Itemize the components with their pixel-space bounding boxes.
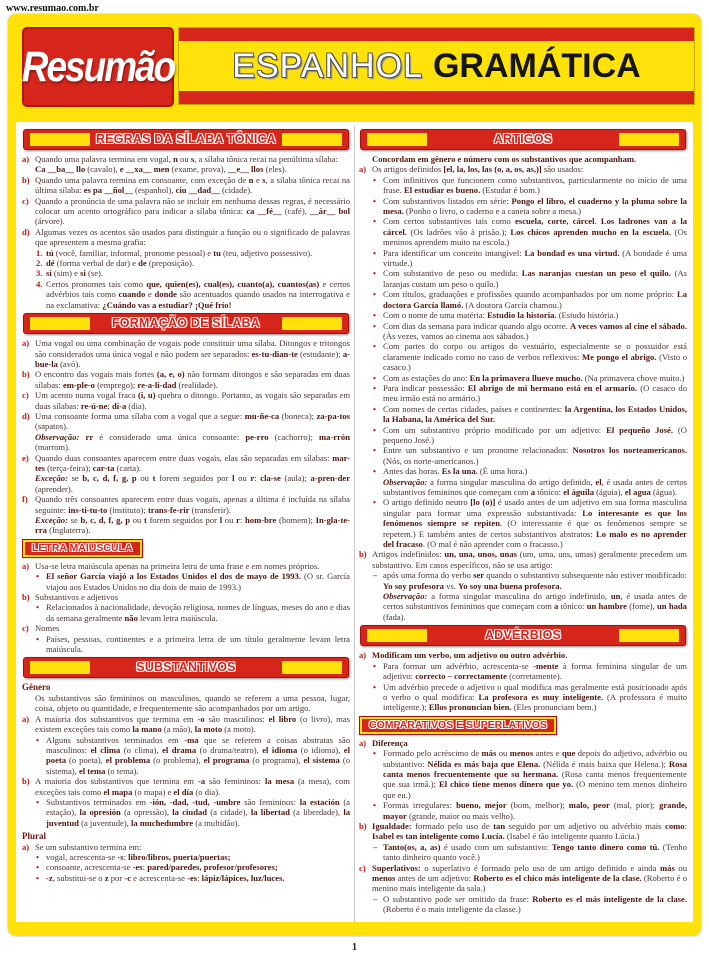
- list-marker: c): [22, 390, 29, 401]
- section-header: [360, 129, 686, 150]
- paragraph: Observação: a forma singular masculina do artigo definido, el, é usada antes de certos substantivos femininos que começam com a tônico: el águila (águia), el agua (água).: [383, 476, 687, 497]
- list-marker: a): [359, 737, 367, 748]
- paragraph: • Entre um substantivo e um pronome relacionados: Nosotros los norteamericanos. (Nós, os norte-americanos.): [373, 445, 687, 466]
- list-marker: a): [22, 713, 30, 724]
- paragraph: c) Nomes: [22, 623, 60, 634]
- list-marker: a): [22, 560, 30, 571]
- subheading: Gênero: [22, 682, 51, 693]
- list-marker: •: [373, 268, 377, 279]
- list-marker: •: [373, 174, 377, 185]
- paragraph: Observação: a forma singular masculina do artigo indefinido, un, é usada antes de certos substantivos femininos que começam com a tônico: un hambre (fome), un hada (fada).: [383, 591, 687, 622]
- paragraph: • Para identificar um conceito intangível: La bondad es una virtud. (A bondade é uma virtude.): [373, 247, 687, 269]
- paragraph: • Relacionados à nacionalidade, devoção religiosa, nomes de línguas, meses do ano e dias da semana geralmente não levam letra maiúscula.: [36, 602, 350, 623]
- list-marker: d): [22, 226, 30, 237]
- list-marker: •: [373, 660, 377, 671]
- section-title: ARTIGOS: [493, 132, 553, 146]
- list-marker: •: [373, 403, 377, 414]
- paragraph: Concordam em gênero e número com os substantivos que acompanham.: [372, 154, 637, 164]
- list-marker: a): [359, 650, 367, 661]
- list-marker: b): [22, 369, 30, 380]
- list-marker: •: [373, 748, 377, 759]
- paragraph: • O artigo definido neutro [lo (o)] é usado antes de um adjetivo em sua forma masculina singular para formar uma expressão substantivada: Lo interesante es que los fenómenos siempre se repiten. (O interessante é que os fenômenos sempre se repetem.) E também antes de certos substantivos abstratos: Lo malo es no aprender del fracaso. (O mal é não aprender com o fracasso.): [373, 497, 688, 550]
- list-marker: –: [373, 893, 378, 904]
- paragraph: d) Algumas vezes os acentos são usados para distinguir a função ou o significado de palavras que apresentem a mesma grafia:: [22, 226, 350, 248]
- section-title: REGRAS DA SÍLABA TÔNICA: [95, 132, 277, 146]
- paragraph: • Países, pessoas, continentes e a primeira letra de um título geralmente levam letra maiúscula.: [36, 633, 350, 655]
- right-column: [359, 126, 687, 922]
- paragraph: • Um advérbio precede o adjetivo o qual modifica mas geralmente está posicionado após o verbo o qual modifica: La profesora es muy inteligente. (A professora é muito inteligente.); Ellos pronuncian bien. (Eles pronunciam bem.): [373, 681, 687, 713]
- paragraph: • Substantivos terminados em -ión, -dad, -tud, -umbre são femininos: la estación (a estação), la opresión (a opressão), la ciudad (a cidade), la libertad (a liberdade), la juventud (a juventude), la muchedumbre (a multidão).: [36, 796, 351, 828]
- paragraph: b) A maioria dos substantivos que termina em -a são femininos: la mesa (a mesa), com exceções tais como el mapa (o mapa) e el día (o dia).: [22, 776, 350, 797]
- subsection-badge: COMPARATIVOS E SUPERLATIVOS: [360, 717, 556, 734]
- paragraph: b) O encontro das vogais mais fortes (a, e, o) não formam ditongos e são separadas em duas sílabas: em-ple-o (emprego); re-a-li-dad (realidade).: [22, 369, 351, 390]
- paragraph: • Com um substantivo próprio modificado por um adjetivo: El pequeño José. (O pequeno José.): [373, 424, 687, 445]
- paragraph: c) Quando a pronúncia de uma palavra não se incluir em nenhuma dessas regras, é necessário colocar um acento ortográfico para indicar a sílaba tônica: ca __fé__ (café), __ár__ bol (árvore).: [22, 195, 350, 227]
- paragraph: Os substantivos são femininos ou masculinos, quando se referem a uma pessoa, lugar, coisa, objeto ou quantidade, e frequentemente são acompanhados por um artigo.: [35, 692, 350, 714]
- paragraph: – após uma forma do verbo ser quando o substantivo subsequente não estiver modificado: Yo soy profesora vs. Yo soy una buena profesora.: [373, 570, 687, 591]
- list-marker: •: [373, 382, 377, 393]
- list-marker: c): [22, 623, 29, 634]
- list-marker: •: [36, 602, 40, 613]
- paragraph: • Alguns substantivos terminados em -ma que se referem a coisas abstratas são masculinos: el clima (o clima), el drama (o drama/teatro), el idioma (o idioma), el poeta (o poeta), el problema (o problema), el programa (o programa), el sistema (o sistema), el tema (o tema).: [36, 734, 351, 776]
- website-url: www.resumao.com.br: [6, 3, 99, 14]
- list-marker: •: [36, 734, 40, 745]
- title-band: [179, 41, 694, 91]
- paragraph: • Formas irregulares: bueno, mejor (bom, melhor); malo, peor (mal, pior); grande, mayor (grande, maior ou mais velho).: [373, 800, 687, 821]
- paragraph: a) Os artigos definidos [el, la, los, las (o, a, os, as,)] são usados:: [359, 164, 584, 175]
- section-header: [23, 129, 349, 150]
- subject-title-panel: [178, 27, 695, 105]
- list-marker: •: [373, 497, 377, 508]
- list-marker: •: [373, 247, 377, 258]
- list-marker: •: [373, 681, 377, 692]
- paragraph: • Com substantivos listados em série: Pongo el libro, el cuaderno y la pluma sobre la mesa. (Ponho o livro, o caderno e a caneta sobre a mesa.): [373, 195, 687, 217]
- list-marker: c): [22, 195, 29, 206]
- paragraph: 1. tú (você, familiar, informal, pronome pessoal) e tu (teu, adjetivo possessivo).: [36, 247, 313, 258]
- paragraph: a) Se um substantivo termina em:: [22, 841, 142, 852]
- title-banner: [8, 14, 701, 120]
- paragraph: Observação: rr é considerado uma única consoante: pe-rro (cachorro); ma-rrón (marrom).: [35, 431, 351, 453]
- paragraph: Exceção: se b, c, d, f, g, p ou t forem seguidos por l ou r: hom-bre (homem); In-gla-te-rra (Inglaterra).: [35, 515, 351, 536]
- section-title: ADVÉRBIOS: [484, 628, 562, 643]
- section-header: [23, 657, 349, 678]
- paragraph: • consoante, acrescenta-se -es: pared/paredes, profesor/profesores;: [36, 862, 278, 873]
- red-stripe-top: [179, 28, 694, 41]
- list-marker: a): [22, 841, 30, 852]
- paragraph: a) Uma vogal ou uma combinação de vogais pode constituir uma sílaba. Ditongos e tritongos são considerados uma única vogal e não podem ser separados: es-tu-dian-te (estudante); a-bue-la (avó).: [22, 338, 350, 369]
- column-divider: [354, 126, 355, 922]
- header-accent-right: [619, 133, 679, 146]
- paragraph: • Com substantivo de peso ou medida: Las naranjas cuestan un peso el quilo. (As laranjas custam um peso o quilo.): [373, 268, 687, 289]
- section-header: [23, 313, 349, 334]
- list-marker: •: [373, 320, 377, 331]
- resumao-logo: [22, 27, 174, 107]
- list-marker: •: [373, 372, 377, 383]
- list-marker: •: [373, 195, 377, 206]
- list-marker: •: [373, 289, 377, 300]
- list-marker: 2.: [36, 258, 43, 269]
- list-marker: –: [373, 841, 378, 852]
- list-marker: f): [22, 494, 28, 505]
- list-marker: a): [22, 338, 30, 349]
- list-marker: •: [373, 424, 377, 435]
- list-marker: •: [36, 862, 40, 873]
- header-accent-right: [619, 629, 679, 642]
- list-marker: b): [359, 549, 367, 560]
- red-stripe-bottom: [179, 91, 694, 104]
- paragraph: b) Igualdade: formado pelo uso de tan seguido por um adjetivo ou advérbio mais como: Isabel es tan inteligente como Lucía. (Isabel é tão inteligente quanto Lúcia.): [359, 820, 687, 842]
- paragraph: Exceção: se b, c, d, f, g, p ou t forem seguidos por l ou r: cla-se (aula); a-pren-der (aprender).: [35, 473, 351, 494]
- section-title: FORMAÇÃO DE SÍLABA: [111, 316, 261, 331]
- paragraph: • Com certos substantivos tais como escuela, corte, cárcel. Los ladrones van a la cárcel. (Os ladrões vão à prisão.); Los chicos aprenden mucho en la escuela. (Os meninos aprendem muito na escola.): [373, 216, 687, 248]
- list-marker: –: [373, 570, 378, 581]
- list-marker: 3.: [36, 268, 43, 279]
- list-marker: b): [22, 776, 30, 787]
- subject-name: ESPANHOL: [232, 46, 423, 85]
- paragraph: • Com nomes de certas cidades, países e continentes: la Argentina, los Estados Unidos, la Habana, la América del Sur.: [373, 403, 687, 425]
- list-marker: •: [36, 851, 40, 862]
- paragraph: • Com infinitivos que funcionem como substantivos, particularmente no início de uma frase. El estudiar es bueno. (Estudar é bom.): [373, 174, 687, 196]
- paragraph: c) Superlativos: o superlativo é formado pelo uso de um artigo definido e ainda más ou menos antes de um adjetivo: Roberto es el chico más inteligente de la clase. (Roberto é o menino mais inteligente da sala.): [359, 862, 688, 894]
- list-marker: •: [36, 872, 40, 883]
- section-title: SUBSTANTIVOS: [136, 660, 236, 675]
- paragraph: • vogal, acrescenta-se -s: libro/libros, puerta/puertas;: [36, 851, 231, 862]
- list-marker: a): [22, 154, 30, 164]
- page-number: 1: [352, 942, 357, 953]
- list-marker: b): [22, 592, 30, 603]
- list-marker: •: [373, 341, 377, 352]
- list-marker: •: [373, 310, 377, 321]
- list-marker: a): [359, 164, 367, 175]
- paragraph: a) Quando uma palavra termina em vogal, n ou s, a sílaba tônica recai na penúltima sílaba:: [22, 154, 338, 164]
- paragraph: b) Substantivos e adjetivos: [22, 592, 119, 603]
- list-marker: •: [373, 466, 377, 477]
- list-marker: b): [22, 174, 30, 185]
- paragraph: • Com as estações do ano: En la primavera llueve mucho. (Na primavera chove muito.): [373, 372, 685, 383]
- paragraph: d) Uma consoante forma uma sílaba com a vogal que a segue: mu-ñe-ca (boneca); za-pa-tos (sapatos).: [22, 410, 350, 432]
- paragraph: a) Modificam um verbo, um adjetivo ou outro advérbio.: [359, 650, 568, 661]
- section-header: [360, 625, 686, 646]
- paragraph: Ca __ba__ llo (cavalo), e __xa__ men (exame, prova), __e__ llos (eles).: [35, 164, 287, 175]
- paragraph: a) Diferença: [359, 737, 408, 748]
- list-marker: •: [36, 633, 40, 644]
- paragraph: • -z, substitui-se o z por -c e acrescenta-se -es: lápiz/lápices, luz/luces.: [36, 872, 285, 883]
- list-marker: c): [359, 862, 366, 873]
- list-marker: 4.: [36, 278, 43, 289]
- header-accent-right: [282, 661, 342, 674]
- list-marker: 1.: [36, 247, 43, 258]
- left-column: [22, 126, 350, 922]
- list-marker: d): [22, 410, 30, 421]
- paragraph: • Com dias da semana para indicar quando algo ocorre. A veces vamos al cine el sábado. (Às vezes, vamos ao cinema aos sábados.): [373, 320, 688, 341]
- paragraph: • Com partes do corpo ou artigos do vestuário, especialmente se o possuidor está claramente indicado como no caso de verbos reflexivos: Me pongo el abrigo. (Visto o casaco.): [373, 341, 688, 373]
- paragraph: • Antes das horas. Es la una. (É uma hora.): [373, 466, 528, 477]
- paragraph: • Para formar um advérbio, acrescenta-se -mente à forma feminina singular de um adjetivo: correcto – correctamente (corretamente).: [373, 660, 687, 682]
- list-marker: •: [36, 796, 40, 807]
- header-accent-right: [282, 133, 342, 146]
- list-marker: b): [359, 820, 367, 831]
- paragraph: • Para indicar possessão: El abrigo de mi hermano está en el armario. (O casaco do meu irmão está no armário.): [373, 382, 687, 404]
- list-marker: •: [373, 800, 377, 811]
- paragraph: 3. sí (sim) e si (se).: [36, 268, 104, 279]
- paragraph: b) Quando uma palavra termina em consoante, com exceção de n e s, a sílaba tônica recai na última sílaba: es pa __ñol__ (espanhol), ciu __dad__ (cidade).: [22, 174, 350, 196]
- header-accent-right: [282, 317, 342, 330]
- paragraph: • Formado pelo acréscimo de más ou menos antes e que depois do adjetivo, advérbio ou substantivo: Nélida es más baja que Elena. (Nélida é mais baixa que Helena.); Rosa canta menos frecuentemente que su hermana. (Rosa canta menos frequentemente que sua irmã.); El chico tiene menos dinero que yo. (O menino tem menos dinheiro que eu.): [373, 748, 688, 800]
- logo-text: Resumão: [21, 42, 175, 90]
- paragraph: f) Quando três consoantes aparecem entre duas vogais, apenas a última é incluída na sílaba seguinte: ins-ti-tu-to (instituto); trans-fe-rir (transferir).: [22, 494, 350, 515]
- list-marker: e): [22, 452, 29, 463]
- paragraph: • El señor García viajó a los Estados Unidos el dos de mayo de 1993. (O sr. García viajou aos Estados Unidos no dia dois de maio de 1993.): [36, 571, 350, 592]
- paragraph: e) Quando duas consoantes aparecem entre duas vogais, elas são separadas em sílabas: mar-tes (terça-feira); car-ta (carta).: [22, 452, 350, 473]
- paragraph: 4. Certos pronomes tais como que, quien(es), cual(es), cuanto(a), cuantos(as) e certos advérbios tais como cuando e donde são acentuados quando usados na interrogativa e na exclamativa: ¿Cuándo vas a estudiar? ¡Qué frío!: [36, 278, 351, 310]
- paragraph: a) A maioria dos substantivos que termina em -o são masculinos: el libro (o livro), mas existem exceções tais como la mano (a mão), la moto (a moto).: [22, 713, 350, 735]
- list-marker: •: [373, 216, 377, 227]
- subsection-badge: LETRA MAIÚSCULA: [23, 540, 142, 557]
- paragraph: • Com títulos, graduações e profissões quando acompanhados por um nome próprio: La doctora García llamó. (A doutora García chamou.): [373, 289, 687, 310]
- paragraph: – Tanto(os, a, as) é usado com um substantivo: Tengo tanto dinero como tú. (Tenho tanto dinheiro quanto você.): [373, 841, 687, 863]
- content-area: [16, 122, 693, 922]
- paragraph: • Com o nome de uma matéria: Estudio la historia. (Estudo história.): [373, 310, 619, 321]
- paragraph: c) Um acento numa vogal fraca (i, u) quebra o ditongo. Portanto, as vogais são separadas em duas sílabas: re-ú-ne; dí-a (dia).: [22, 390, 350, 411]
- list-marker: •: [373, 445, 377, 456]
- paragraph: 2. dé (forma verbal de dar) e de (preposição).: [36, 258, 194, 269]
- subheading: Plural: [22, 831, 46, 842]
- paragraph: b) Artigos indefinidos: un, una, unos, unas (um, uma, uns, umas) geralmente precedem um substantivo. Em casos específicos, não se usa artigo:: [359, 549, 687, 570]
- yellow-frame: [8, 14, 701, 936]
- paragraph: a) Usa-se letra maiúscula apenas na primeira letra de uma frase e em nomes próprios.: [22, 560, 320, 571]
- paragraph: – O substantivo pode ser omitido da frase: Roberto es el más inteligente de la clase. (Roberto é o mais inteligente da classe.): [373, 893, 687, 915]
- list-marker: •: [36, 571, 40, 582]
- topic-name: GRAMÁTICA: [432, 46, 641, 85]
